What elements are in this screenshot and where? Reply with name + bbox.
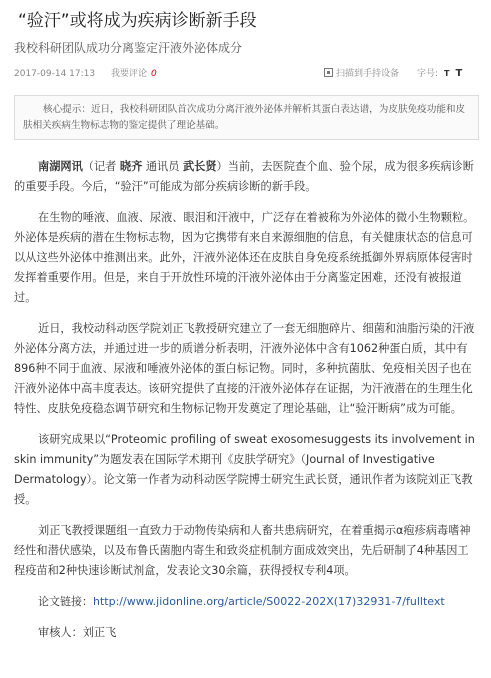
comment-link[interactable] — [111, 66, 157, 82]
paper-link-line — [14, 592, 478, 612]
paragraph-2: 在生物的唾液、血液、尿液、眼泪和汗液中，广泛存在着被称为外泌体的微小生物颗粒。外泌体是疾病的潜在生物标志物，因为它携带有来自来源细胞的信息，有关健康状态的信息可以从这些外泌体中推测出来。此外，汗液外泌体还在皮肤自身免疫系统抵御外界病原体侵害时发挥着重要作用。但是，来自于开放性环境的汗液外泌体由于分离鉴定困难，还没有被报道过。 — [14, 211, 475, 304]
publish-date: 2017-09-14 17:13 — [14, 69, 96, 79]
reporter-close: ） — [216, 160, 228, 173]
news-source: 南湖网讯 — [38, 160, 83, 173]
comment-count: 0 — [151, 69, 157, 79]
article-title: “验汗”或将成为疾病诊断新手段 — [18, 11, 257, 31]
paragraph-1-text: 当前，去医院查个血、验个尿，成为很多疾病诊断的重要手段。今后，“验汗”可能成为部分疾病诊断的新手段。 — [14, 160, 474, 193]
reviewer-label: 审核人： — [38, 626, 83, 639]
article-subtitle: 我校科研团队成功分离鉴定汗液外泌体成分 — [14, 41, 243, 55]
correspondent-label: 通讯员 — [142, 160, 183, 173]
font-small-button[interactable]: T — [444, 69, 450, 78]
article-meta-bar — [14, 66, 478, 82]
qr-code-icon — [324, 68, 333, 77]
paper-link[interactable]: http://www.jidonline.org/article/S0022-202X(17)32931-7/fulltext — [93, 595, 445, 608]
paragraph-1 — [14, 157, 478, 197]
summary-box — [14, 95, 479, 140]
article-content — [14, 157, 478, 654]
paragraph-5: 刘正飞教授课题组一直致力于动物传染病和人畜共患病研究，在着重揭示α疱疹病毒嗜神经性和潜伏感染，以及布鲁氏菌胞内寄生和致炎症机制方面成效突出，先后研制了4种基因工程疫苗和2种快速诊断试剂盒，发表论文30余篇，获得授权专利4项。 — [14, 524, 471, 577]
reporter-open: （记者 — [82, 160, 120, 173]
correspondent-name: 武长贤 — [182, 160, 217, 173]
font-size-label: 字号: — [417, 69, 439, 79]
font-large-button[interactable]: T — [455, 68, 463, 79]
scan-label: 扫描到手持设备 — [336, 69, 400, 79]
summary-text: 近日，我校科研团队首次成功分离汗液外泌体并解析其蛋白表达谱，为皮肤免疫功能和皮肤相关疾病生物标志物的鉴定提供了理论基础。 — [23, 104, 466, 131]
summary-label: 核心提示： — [43, 104, 91, 115]
paragraph-4: 该研究成果以“Proteomic profiling of sweat exosomesuggests its involvement in skin immunity”为题发表在国际学术期刊《皮肤学研究》（Journal of Investigative Dermatology）。论文第一作者为动科动医学院博士研究生武长贤，通讯作者为该院刘正飞教授。 — [14, 433, 475, 506]
comment-label: 我要评论 — [111, 69, 148, 79]
font-size-control — [417, 66, 462, 82]
scan-to-device-button[interactable] — [324, 66, 399, 82]
reporter-name: 晓齐 — [119, 160, 143, 173]
paragraph-3: 近日，我校动科动医学院刘正飞教授研究建立了一套无细胞碎片、细菌和油脂污染的汗液外泌体分离方法，并通过进一步的质谱分析表明，汗液外泌体中含有1062种蛋白质，其中有896种不同于血液、尿液和唾液外泌体的蛋白标记物。同时，多种抗菌肽、免疫相关因子也在汗液外泌体中高丰度表达。该研究提供了直接的汗液外泌体存在证据，为汗液潜在的生理生化特性、皮肤免疫稳态调节研究和生物标记物开发奠定了理论基础，让“验汗断病”成为可能。 — [14, 322, 475, 415]
reviewer-line — [14, 623, 478, 643]
paper-link-label: 论文链接： — [38, 595, 93, 608]
reviewer-name: 刘正飞 — [82, 626, 117, 639]
